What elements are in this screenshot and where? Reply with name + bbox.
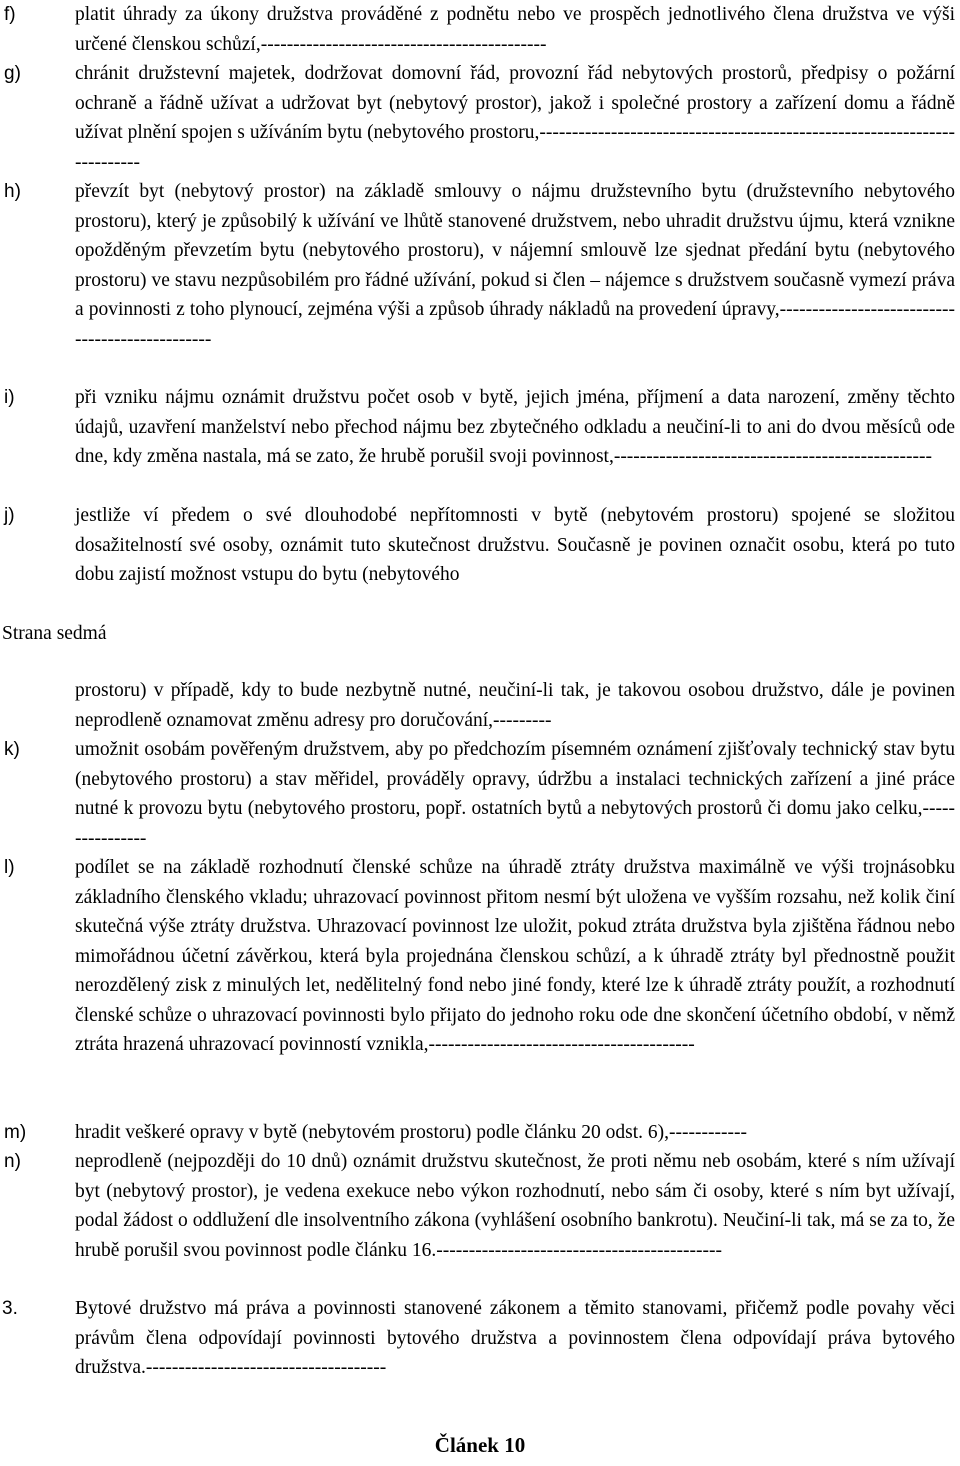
list-item-n [0, 1147, 960, 1265]
item-marker: n) [4, 1151, 21, 1172]
paragraph-number: 3. [2, 1298, 18, 1319]
list-item-j-continued [0, 676, 960, 735]
list-item-k [0, 735, 960, 853]
item-text: při vzniku nájmu oznámit družstvu počet osob v bytě, jejich jména, příjmení a data narození, změny těchto údajů, uzavření manželství nebo přechod nájmu bez zbytečného odkladu a neučiní-li to ani do dvou měsíců ode dne, kdy změna nastala, má se zato, že hrubě porušil svoji povinnost,------------------------------------------------- [75, 387, 955, 467]
list-item-i [0, 383, 960, 472]
item-text: převzít byt (nebytový prostor) na základě smlouvy o nájmu družstevního bytu (družstevního nebytového prostoru), který je způsobilý k užívání ve lhůtě stanovené družstvem, nebo uhradit družstvu újmu, která vznikne opožděným převzetím bytu (nebytového prostoru), v nájemní smlouvě lze sjednat předání bytu (nebytového prostoru) ve stavu nezpůsobilém pro řádné užívání, pokud si člen – nájemce s družstvem současně vymezí práva a povinnosti z toho plynoucí, zejména výši a způsob úhrady nákladů na provedení úpravy,------------------------------------------------ [75, 181, 955, 350]
item-text: platit úhrady za úkony družstva prováděné z podnětu nebo ve prospěch jednotlivého člena družstva ve výši určené členskou schůzí,-------------------------------------------- [75, 4, 955, 55]
page-footer: Strana sedmá [2, 623, 107, 644]
item-text: chránit družstevní majetek, dodržovat domovní řád, provozní řád nebytových prostorů, předpisy o požární ochraně a řádně užívat a udržovat byt (nebytový prostor), jakož i společné prostory a zařízení domu a řádně užívat plnění spojen s užíváním bytu (nebytového prostoru,-------------------------------------------------------------------------- [75, 63, 955, 173]
list-item-m [0, 1118, 960, 1148]
list-item-f [0, 0, 960, 59]
paragraph-text: Bytové družstvo má práva a povinnosti stanovené zákonem a těmito stanovami, přičemž podle povahy věci právům člena odpovídají povinnosti bytového družstva a povinnostem člena odpovídají práva bytového družstva.------------------------------------- [75, 1298, 955, 1378]
item-text: neprodleně (nejpozději do 10 dnů) oznámit družstvu skutečnost, že proti němu neb osobám, které s ním užívají byt (nebytový prostor), je vedena exekuce nebo výkon rozhodnutí, nebo sám či osoby, které s ním byt užívají, podal žádost o oddlužení dle insolventního zákona (vyhlášení osobního bankrotu). Neučiní-li tak, má se za to, že hrubě porušil svou povinnost podle článku 16.-------------------------------------------- [75, 1151, 955, 1261]
item-marker: m) [4, 1122, 27, 1143]
item-text: podílet se na základě rozhodnutí členské schůze na úhradě ztráty družstva maximálně ve výši trojnásobku základního členského vkladu; uhrazovací povinnost přitom nesmí být uložena ve vyšším rozsahu, než kolik činí skutečná výše ztráty družstva. Uhrazovací povinnost lze uložit, pokud ztráta družstva byla zjištěna řádnou nebo mimořádnou účetní závěrkou, která byla projednána členskou schůzí, a k úhradě ztráty byl přednostně použit nerozdělený zisk z minulých let, nedělitelný fond nebo jiné fondy, které lze k úhradě ztráty použít, a rozhodnutí členské schůze o uhrazovací povinnosti bylo přijato do jednoho roku ode dne skončení účetního období, v němž ztráta hrazená uhrazovací povinností vznikla,----------------------------------------- [75, 857, 955, 1055]
item-marker: k) [4, 739, 20, 760]
item-text: umožnit osobám pověřeným družstvem, aby po předchozím písemném oznámení zjišťovaly technický stav bytu (nebytového prostoru) a stav měřidel, prováděly opravy, údržbu a instalaci technických zařízení a jiné práce nutné k provozu bytu (nebytového prostoru, popř. ostatních bytů a nebytových prostorů či domu jako celku,---------------- [75, 739, 955, 849]
list-item-h [0, 177, 960, 354]
list-item-j [0, 501, 960, 590]
item-text: hradit veškeré opravy v bytě (nebytovém prostoru) podle článku 20 odst. 6),------------ [75, 1122, 747, 1143]
item-marker: j) [4, 505, 15, 526]
item-marker: g) [4, 63, 21, 84]
item-marker: f) [4, 4, 16, 25]
item-marker: i) [4, 387, 15, 408]
item-text: jestliže ví předem o své dlouhodobé nepřítomnosti v bytě (nebytovém prostoru) spojené se složitou dosažitelností své osoby, oznámit tuto skutečnost družstvu. Současně je povinen označit osobu, která po tuto dobu zajistí možnost vstupu do bytu (nebytového [75, 505, 955, 585]
list-item-l [0, 853, 960, 1060]
item-text: prostoru) v případě, kdy to bude nezbytně nutné, neučiní-li tak, je takovou osobou družstvo, dále je povinen neprodleně oznamovat změnu adresy pro doručování,--------- [75, 680, 955, 731]
article-heading: Článek 10 [434, 1433, 526, 1457]
paragraph-3 [0, 1294, 960, 1383]
item-marker: l) [4, 857, 15, 878]
item-marker: h) [4, 181, 21, 202]
list-item-g [0, 59, 960, 177]
